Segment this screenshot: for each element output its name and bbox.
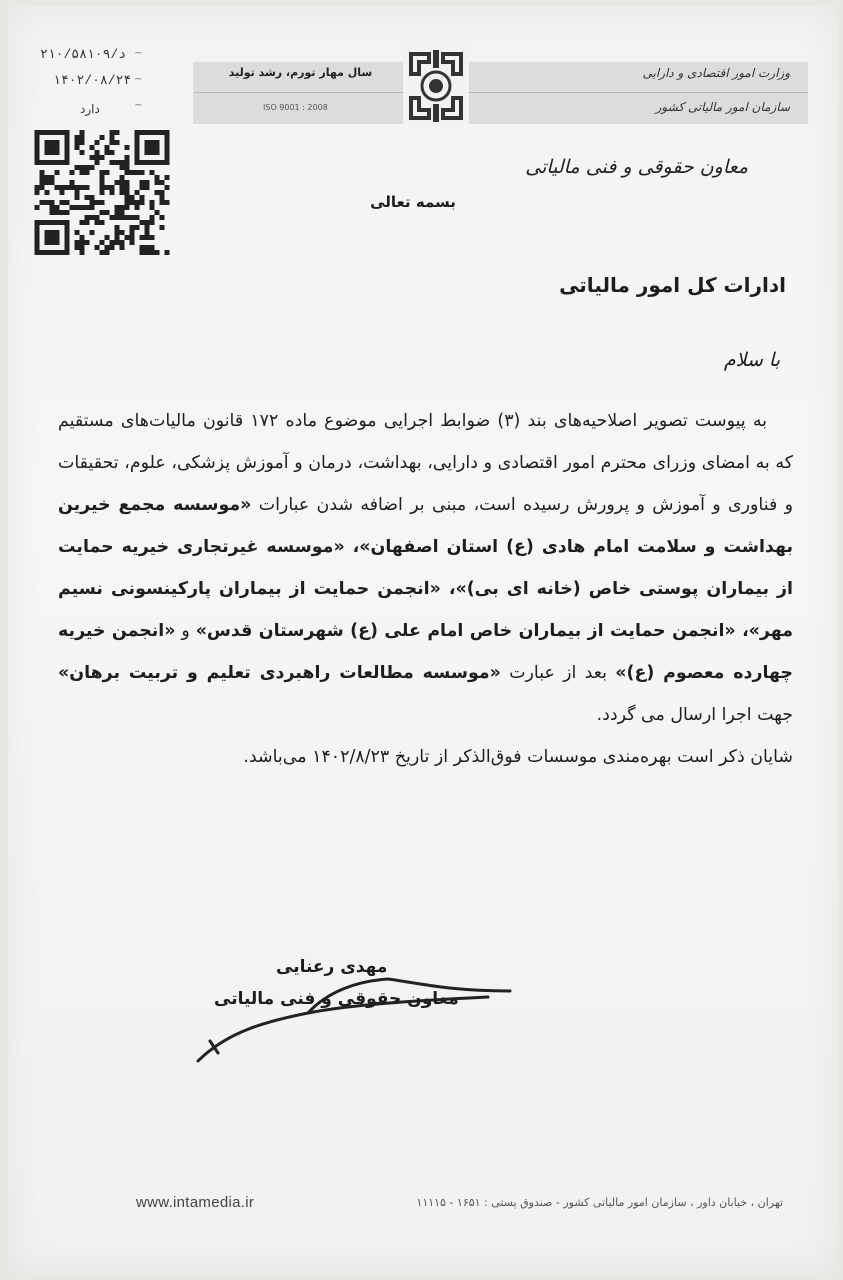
body-text-institution-last: «انجمن خیریه چهارده معصوم (ع)» [58,621,793,683]
handwritten-signature [188,961,518,1076]
body-text-institutions: «موسسه مجمع خیرین بهداشت و سلامت امام هادی (ع) استان اصفهان»، «موسسه غیرتجاری خیریه حمایت از بیماران پوستی خاص (خانه ای بی)»، «انجمن حمایت از بیماران پارکینسونی نسیم مهر»، «انجمن حمایت از بیماران خاص امام علی (ع) شهرستان قدس» [58,495,793,641]
body-text-reference-institution: «موسسه مطالعات راهبردی تعلیم و تربیت برهان» [58,663,501,683]
letter-number: ۲۱۰/۵۸۱۰۹/د [40,47,127,62]
paragraph-1 [58,400,793,736]
paragraph-2: شایان ذکر است بهره‌مندی موسسات فوق‌الذکر از تاریخ ۱۴۰۲/۸/۲۳ می‌باشد. [243,747,793,767]
signatory-title: معاون حقوقی و فنی مالیاتی [214,989,459,1009]
bismillah: بسمه تعالی [370,193,456,211]
signatory-name: مهدی رعنایی [276,957,388,977]
year-slogan: سال مهار تورم، رشد تولید [228,66,373,79]
qr-code-icon [33,130,171,255]
letter-page [8,6,838,1274]
header-divider [194,92,808,93]
body-text-after: بعد از عبارت [500,663,616,683]
attachment-label-mark: ∼ [134,100,143,111]
footer-address: تهران ، خیابان داور ، سازمان امور مالیاتی کشور - صندوق پستی : ۱۶۵۱ - ۱۱۱۱۵ [416,1196,783,1209]
letter-date: ۱۴۰۲/۰۸/۲۴ [53,73,132,88]
recipient: ادارات کل امور مالیاتی [559,273,786,297]
footer-website: www.intamedia.ir [136,1194,255,1211]
attachment-status: دارد [80,102,100,116]
ministry-name: وزارت امور اقتصادی و دارایی [642,66,790,80]
sender-header: معاون حقوقی و فنی مالیاتی [525,156,748,178]
organization-name: سازمان امور مالیاتی کشور [655,100,790,114]
salutation: با سلام [723,349,780,371]
body-text-closing: جهت اجرا ارسال می گردد. [596,705,793,725]
body-text-intro: به پیوست تصویر اصلاحیه‌های بند (۳) ضوابط اجرایی موضوع ماده ۱۷۲ قانون مالیات‌های مستقیم که به امضای وزرای محترم امور اقتصادی و دارایی، بهداشت، درمان و آموزش پزشکی، علوم، تحقیقات و فناوری و آموزش و پرورش رسیده است، مبنی بر اضافه شدن عبارات [58,411,793,515]
number-label-mark: ∼ [134,48,143,59]
tax-organization-emblem-icon [403,46,469,126]
body-text-and: و [175,621,196,641]
date-label-mark: ∼ [134,74,143,85]
letter-body [58,400,793,778]
iso-label: ISO 9001 : 2008 [263,103,328,112]
